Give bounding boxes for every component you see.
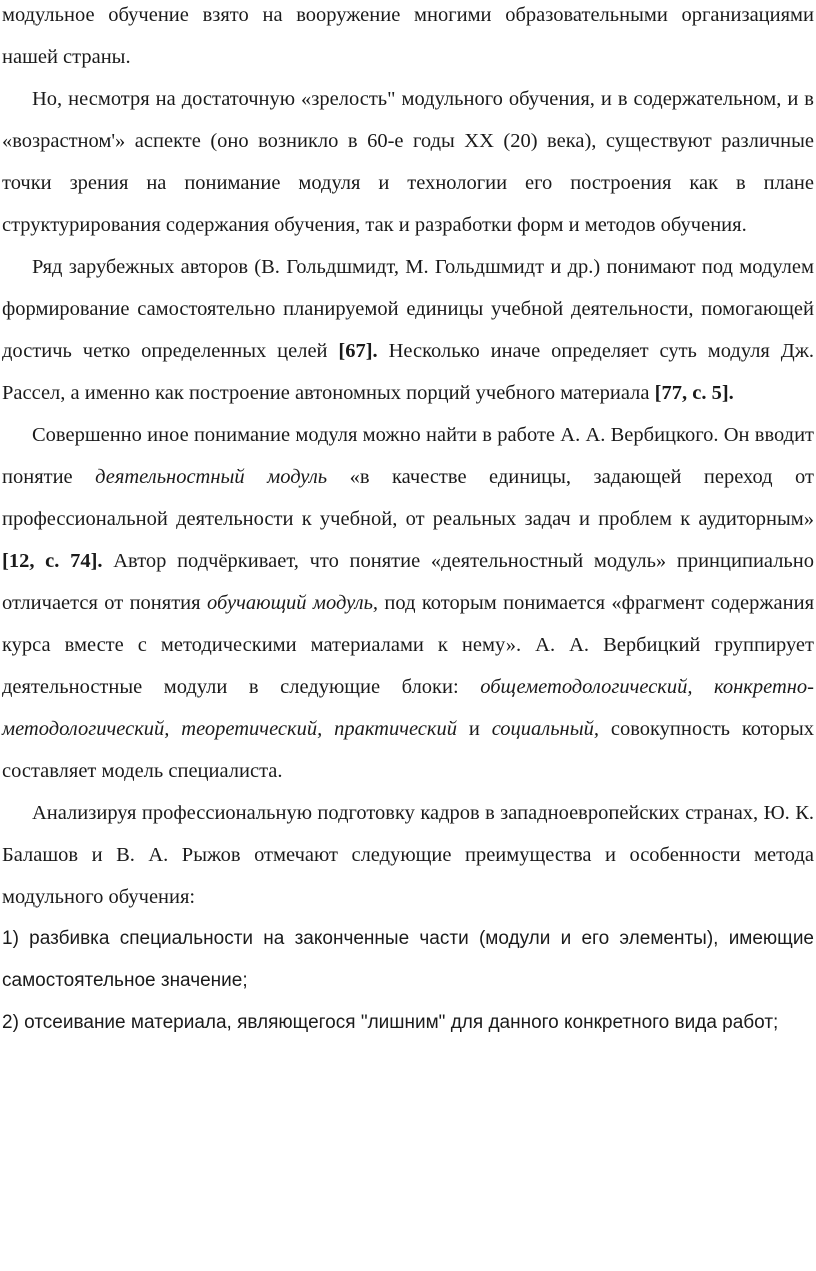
italic-term: общеметодологический, конкретно-методологический, теоретический, практический (2, 676, 814, 740)
paragraph-text: совокупность которых составляет модель специалиста. (2, 718, 814, 782)
citation-ref: [77, с. 5]. (654, 382, 734, 404)
paragraph-text: Но, несмотря на достаточную «зрелость" модульного обучения, и в содержательном, и в «возрастном'» аспекте (оно возникло в 60-е годы XX (20) века), существуют различные точки зрения на понимание модуля и технологии его построения как в плане структурирования содержания обучения, так и разработки форм и методов обучения. (2, 88, 814, 236)
paragraph-verbitsky (2, 414, 814, 792)
list-item-text: 2) отсеивание материала, являющегося "лишним" для данного конкретного вида работ; (2, 1012, 779, 1033)
paragraph-foreign-authors (2, 246, 814, 414)
paragraph-text: Ряд зарубежных авторов (В. Гольдшмидт, М. Гольдшмидт и др.) понимают под модулем формирование самостоятельно планируемой единицы учебной деятельности, помогающей достичь четко определенных целей (2, 256, 814, 362)
list-item-2 (2, 1002, 814, 1044)
list-item-text: 1) разбивка специальности на законченные части (модули и его элементы), имеющие самостоятельное значение; (2, 928, 814, 991)
paragraph-text: и (457, 718, 492, 740)
italic-term: обучающий модуль, (206, 592, 379, 614)
paragraph-analysis (2, 792, 814, 918)
paragraph-text: Анализируя профессиональную подготовку кадров в западноевропейских странах, Ю. К. Балашов и В. А. Рыжов отмечают следующие преимущества и особенности метода модульного обучения: (2, 802, 814, 908)
paragraph-text: модульное обучение взято на вооружение многими образовательными организациями нашей страны. (2, 4, 814, 68)
italic-term: социальный, (491, 718, 599, 740)
paragraph-text: «в качестве единицы, задающей переход от профессиональной деятельности к учебной, от реальных задач и проблем к аудиторным» (2, 466, 814, 530)
paragraph-text: под которым понимается «фрагмент содержания курса вместе с методическими материалами к нему». А. А. Вербицкий группирует деятельностные модули в следующие блоки: (2, 592, 815, 698)
paragraph-continuation (2, 0, 814, 78)
citation-ref: [12, с. 74]. (2, 550, 103, 572)
italic-term: деятельностный модуль (95, 466, 328, 488)
paragraph-text: Автор подчёркивает, что понятие «деятельностный модуль» принципиально отличается от понятия (2, 550, 814, 614)
paragraph-maturity (2, 78, 814, 246)
citation-ref: [67]. (338, 340, 378, 362)
list-item-1 (2, 918, 814, 1002)
paragraph-text: Совершенно иное понимание модуля можно найти в работе А. А. Вербицкого. Он вводит понятие (2, 424, 814, 488)
paragraph-text: Несколько иначе определяет суть модуля Дж. Рассел, а именно как построение автономных порций учебного материала (2, 340, 814, 404)
